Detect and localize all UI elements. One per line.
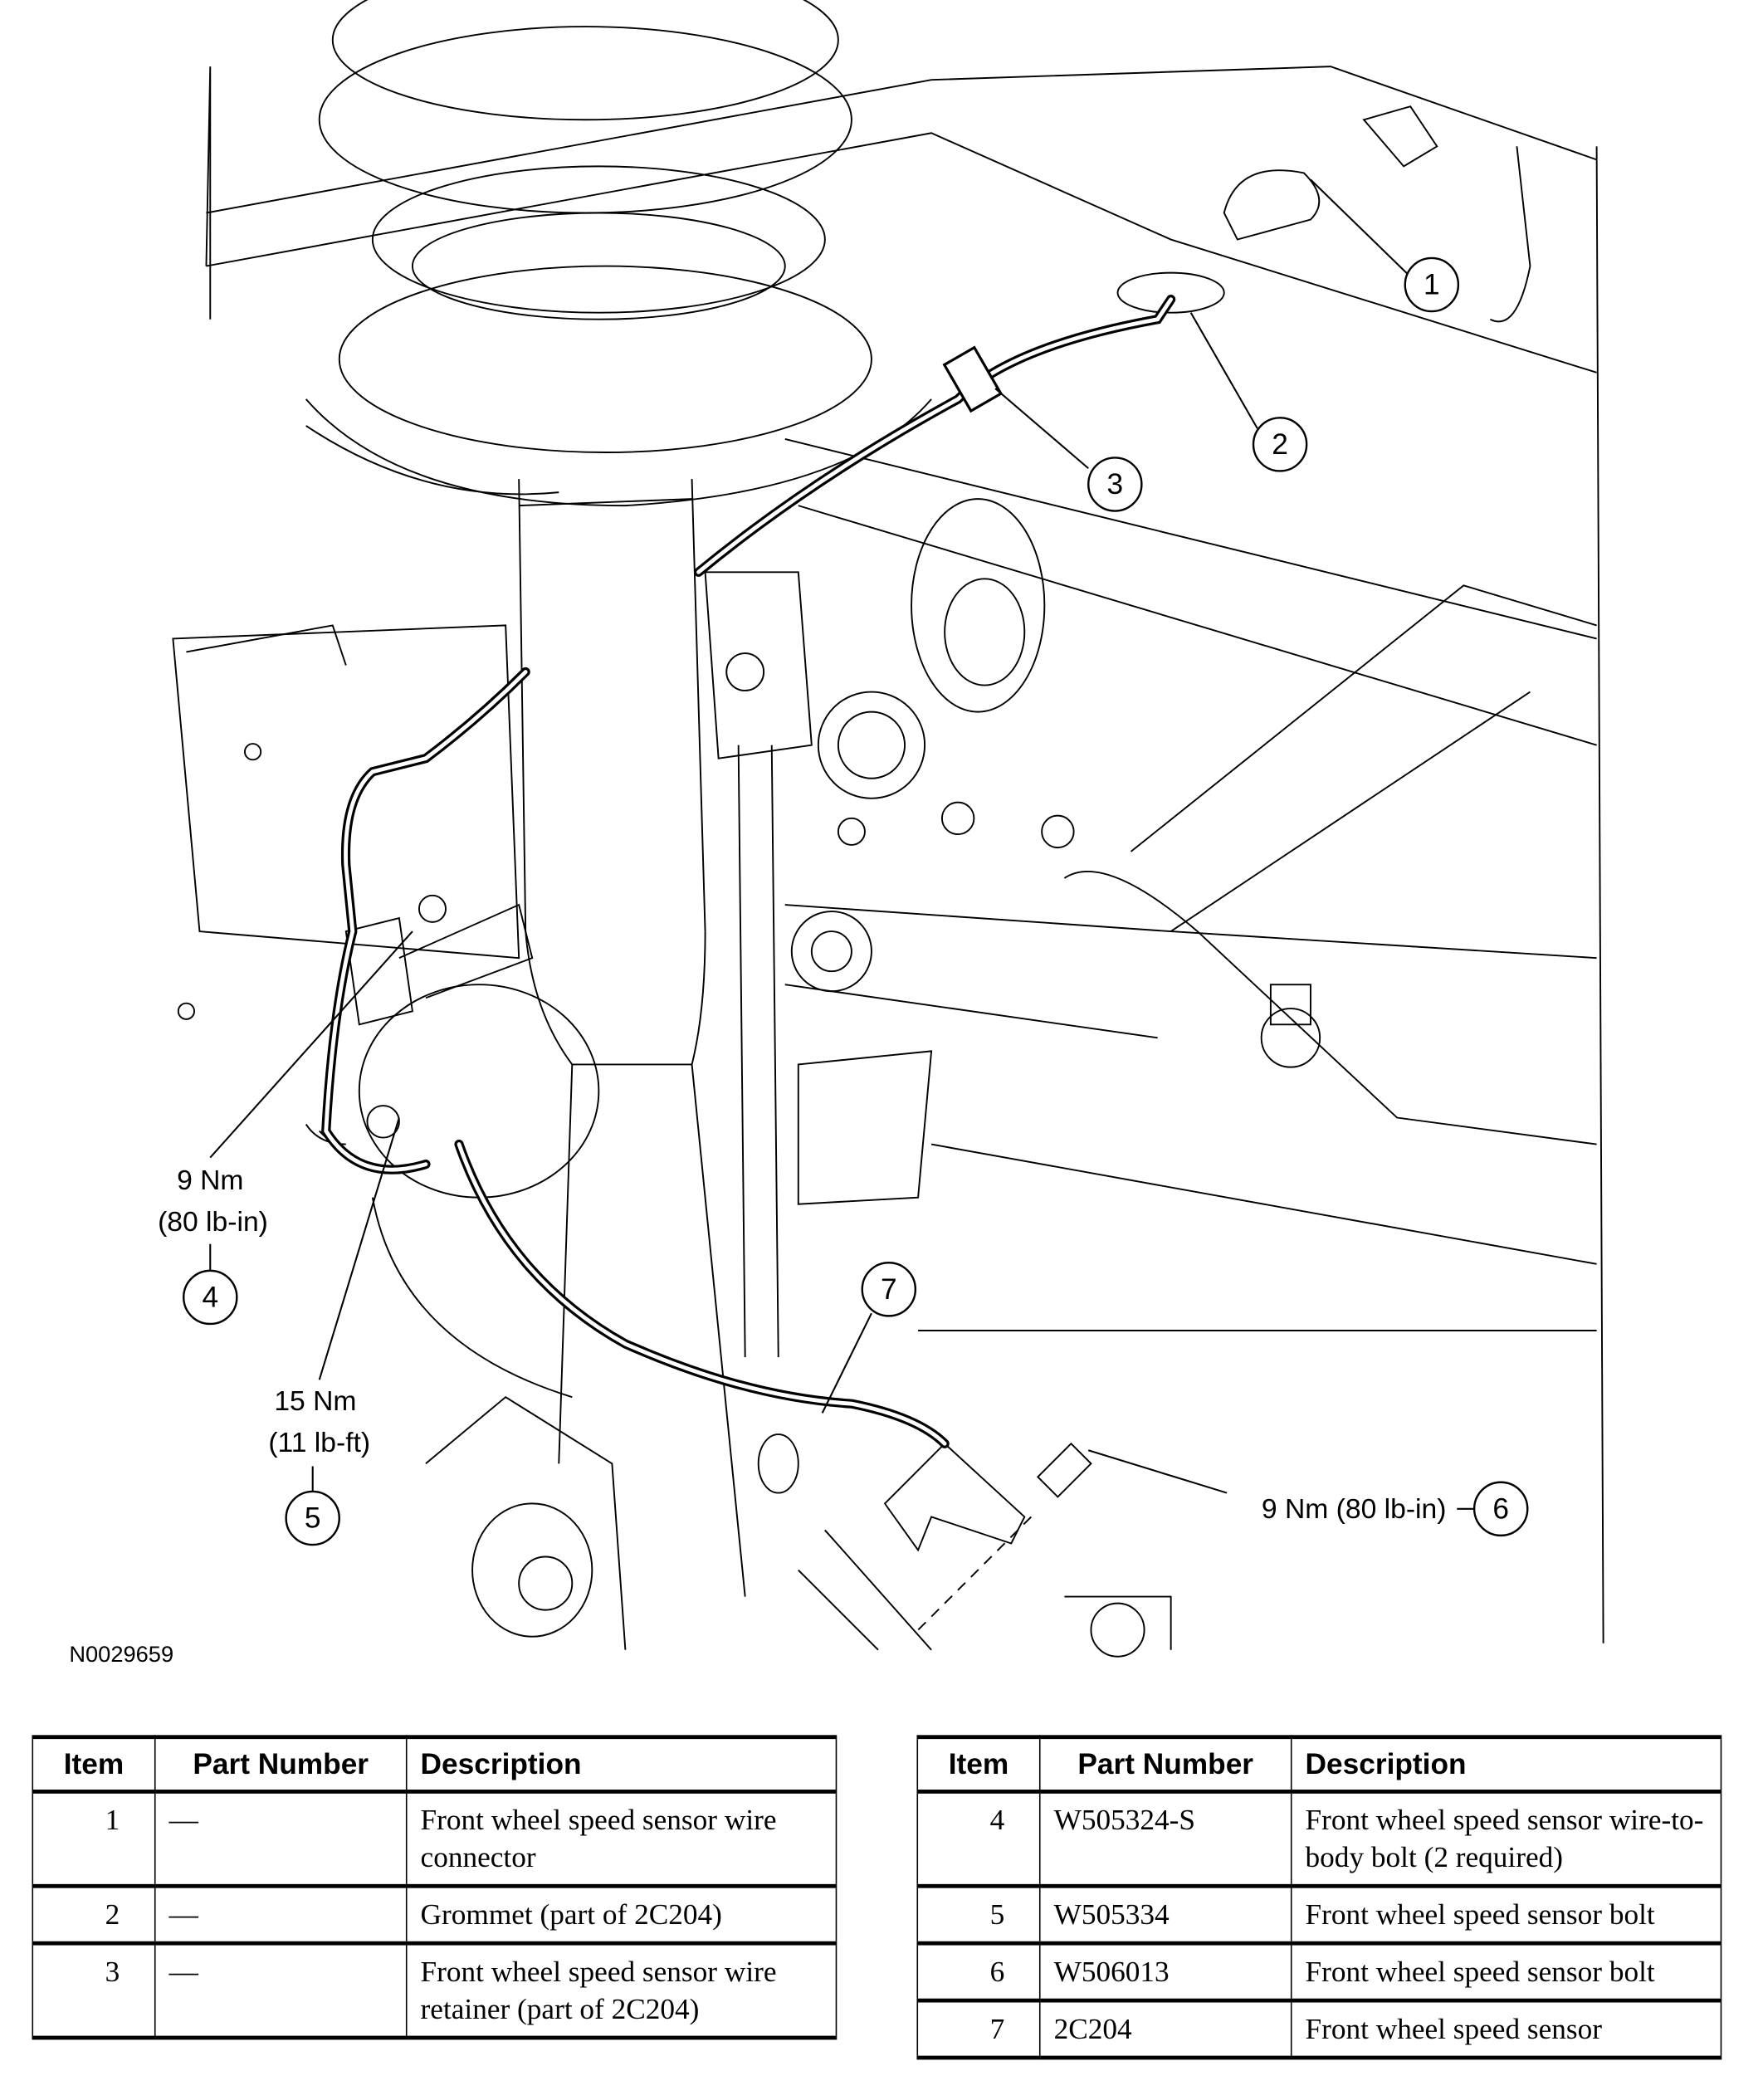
table-row (917, 1791, 1721, 1886)
figure-id: N0029659 (69, 1641, 174, 1668)
cell-part: — (155, 1943, 407, 2038)
cell-desc: Front wheel speed sensor wire connector (407, 1791, 837, 1886)
table-header (32, 1737, 836, 1792)
table-row (917, 1943, 1721, 2000)
cell-part: — (155, 1791, 407, 1886)
svg-text:7: 7 (880, 1272, 897, 1306)
table-row (32, 1886, 836, 1943)
torque-label-4b: (80 lb-in) (158, 1206, 268, 1238)
callout-2 (1253, 418, 1306, 471)
cell-item: 3 (32, 1943, 154, 2038)
callout-1 (1405, 258, 1458, 311)
cell-desc: Front wheel speed sensor wire-to-body bolt (2 required) (1292, 1791, 1721, 1886)
cell-part: W505334 (1040, 1886, 1292, 1943)
cell-part: — (155, 1886, 407, 1943)
cell-part: W506013 (1040, 1943, 1292, 2000)
cell-desc: Front wheel speed sensor bolt (1292, 1886, 1721, 1943)
header-part-number: Part Number (155, 1737, 407, 1792)
sensor-wire (326, 300, 1171, 1444)
line-art (173, 0, 1603, 1657)
callout-7 (862, 1262, 916, 1316)
cell-item: 7 (917, 2000, 1039, 2058)
parts-table-2 (916, 1735, 1721, 2059)
cell-desc: Front wheel speed sensor (1292, 2000, 1721, 2058)
torque-label-5b: (11 lb-ft) (268, 1427, 371, 1458)
table-row (917, 2000, 1721, 2058)
svg-text:1: 1 (1424, 268, 1440, 301)
table-row (917, 1886, 1721, 1943)
cell-item: 2 (32, 1886, 154, 1943)
table-row (32, 1943, 836, 2038)
torque-label-5a: 15 Nm (274, 1386, 357, 1418)
torque-label-6: 9 Nm (80 lb-in) (1261, 1494, 1447, 1526)
callout-3 (1088, 457, 1141, 510)
cell-desc: Grommet (part of 2C204) (407, 1886, 837, 1943)
svg-text:4: 4 (202, 1281, 219, 1314)
header-item: Item (32, 1737, 154, 1792)
svg-text:2: 2 (1272, 427, 1288, 461)
cell-part: 2C204 (1040, 2000, 1292, 2058)
cell-part: W505324-S (1040, 1791, 1292, 1886)
cell-item: 5 (917, 1886, 1039, 1943)
header-description: Description (407, 1737, 837, 1792)
svg-text:5: 5 (304, 1502, 321, 1535)
svg-text:6: 6 (1492, 1492, 1509, 1526)
callout-6 (1474, 1482, 1527, 1536)
table-row (32, 1791, 836, 1886)
cell-desc: Front wheel speed sensor bolt (1292, 1943, 1721, 2000)
header-item: Item (917, 1737, 1039, 1792)
cell-item: 6 (917, 1943, 1039, 2000)
cell-item: 1 (32, 1791, 154, 1886)
parts-table-1 (32, 1735, 837, 2039)
table-header (917, 1737, 1721, 1792)
header-part-number: Part Number (1040, 1737, 1292, 1792)
callout-5 (286, 1492, 339, 1545)
svg-text:3: 3 (1106, 467, 1124, 501)
cell-desc: Front wheel speed sensor wire retainer (part of 2C204) (407, 1943, 837, 2038)
torque-label-4a: 9 Nm (177, 1165, 244, 1197)
callout-4 (183, 1271, 237, 1324)
leader-lines (210, 179, 1474, 1508)
cell-item: 4 (917, 1791, 1039, 1886)
header-description: Description (1292, 1737, 1721, 1792)
